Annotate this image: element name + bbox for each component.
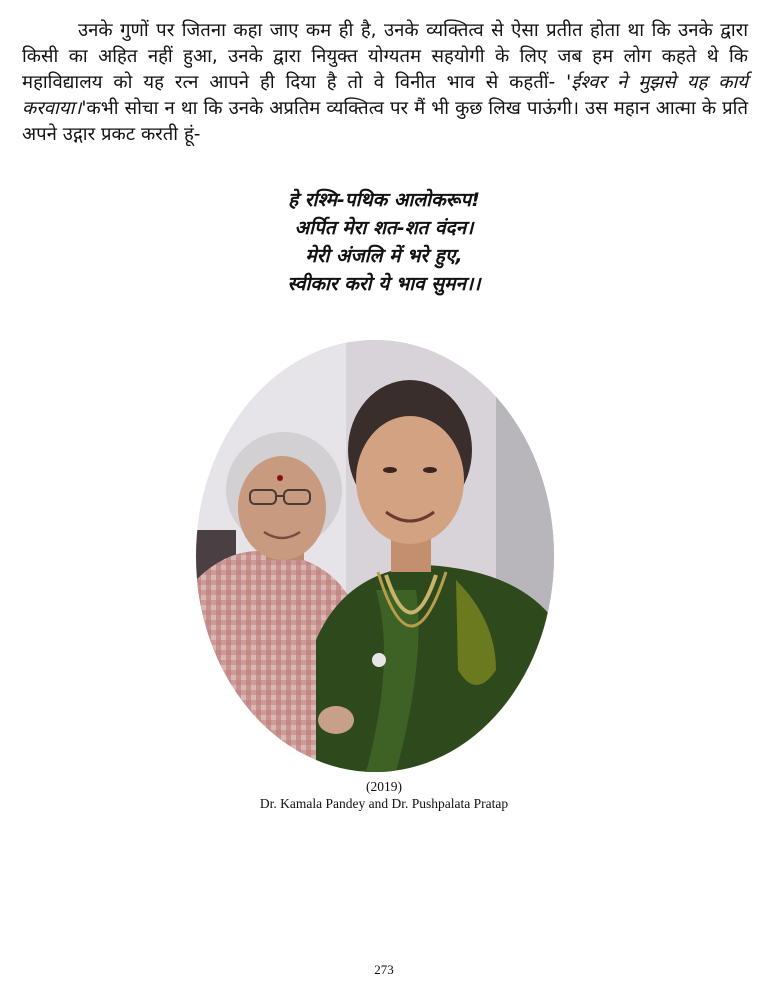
poem-line-3: मेरी अंजलि में भरे हुए, (305, 245, 463, 267)
poem-line-4: स्वीकार करो ये भाव सुमन।। (287, 273, 481, 295)
caption-year: (2019) (366, 779, 402, 794)
oval-portrait-photo (196, 340, 554, 772)
paragraph-quote: 'ईश्वर ने मुझसे यह कार्य करवाया।' (22, 72, 748, 119)
poem-line-2: अर्पित मेरा शत-शत वंदन। (294, 217, 474, 239)
page-number: 273 (374, 962, 394, 977)
paragraph-text-before-quote: उनके गुणों पर जितना कहा जाए कम ही है, उनके व्यक्तित्व से ऐसा प्रतीत होता था कि उनके द्वारा किसी का अहित नहीं हुआ, उनके द्वारा नियुक्त योग्यतम सहयोगी के लिए जब हम लोग कहते थे कि महाविद्यालय को यह रत्न आपने ही दिया है तो वे विनीत भाव से कहतीं- (22, 20, 748, 93)
portrait-illustration (196, 340, 554, 772)
photo-caption (0, 778, 768, 812)
paragraph-text-after-quote: कभी सोचा न था कि उनके अप्रतिम व्यक्तित्व पर मैं भी कुछ लिख पाऊंगी। उस महान आत्मा के प्रति अपने उद्गार प्रकट करती हूं- (22, 98, 748, 145)
poem-line-1: हे रश्मि-पथिक आलोकरूप! (288, 189, 480, 211)
caption-names: Dr. Kamala Pandey and Dr. Pushpalata Pratap (259, 796, 509, 811)
poem (0, 186, 768, 298)
body-paragraph (22, 18, 748, 148)
